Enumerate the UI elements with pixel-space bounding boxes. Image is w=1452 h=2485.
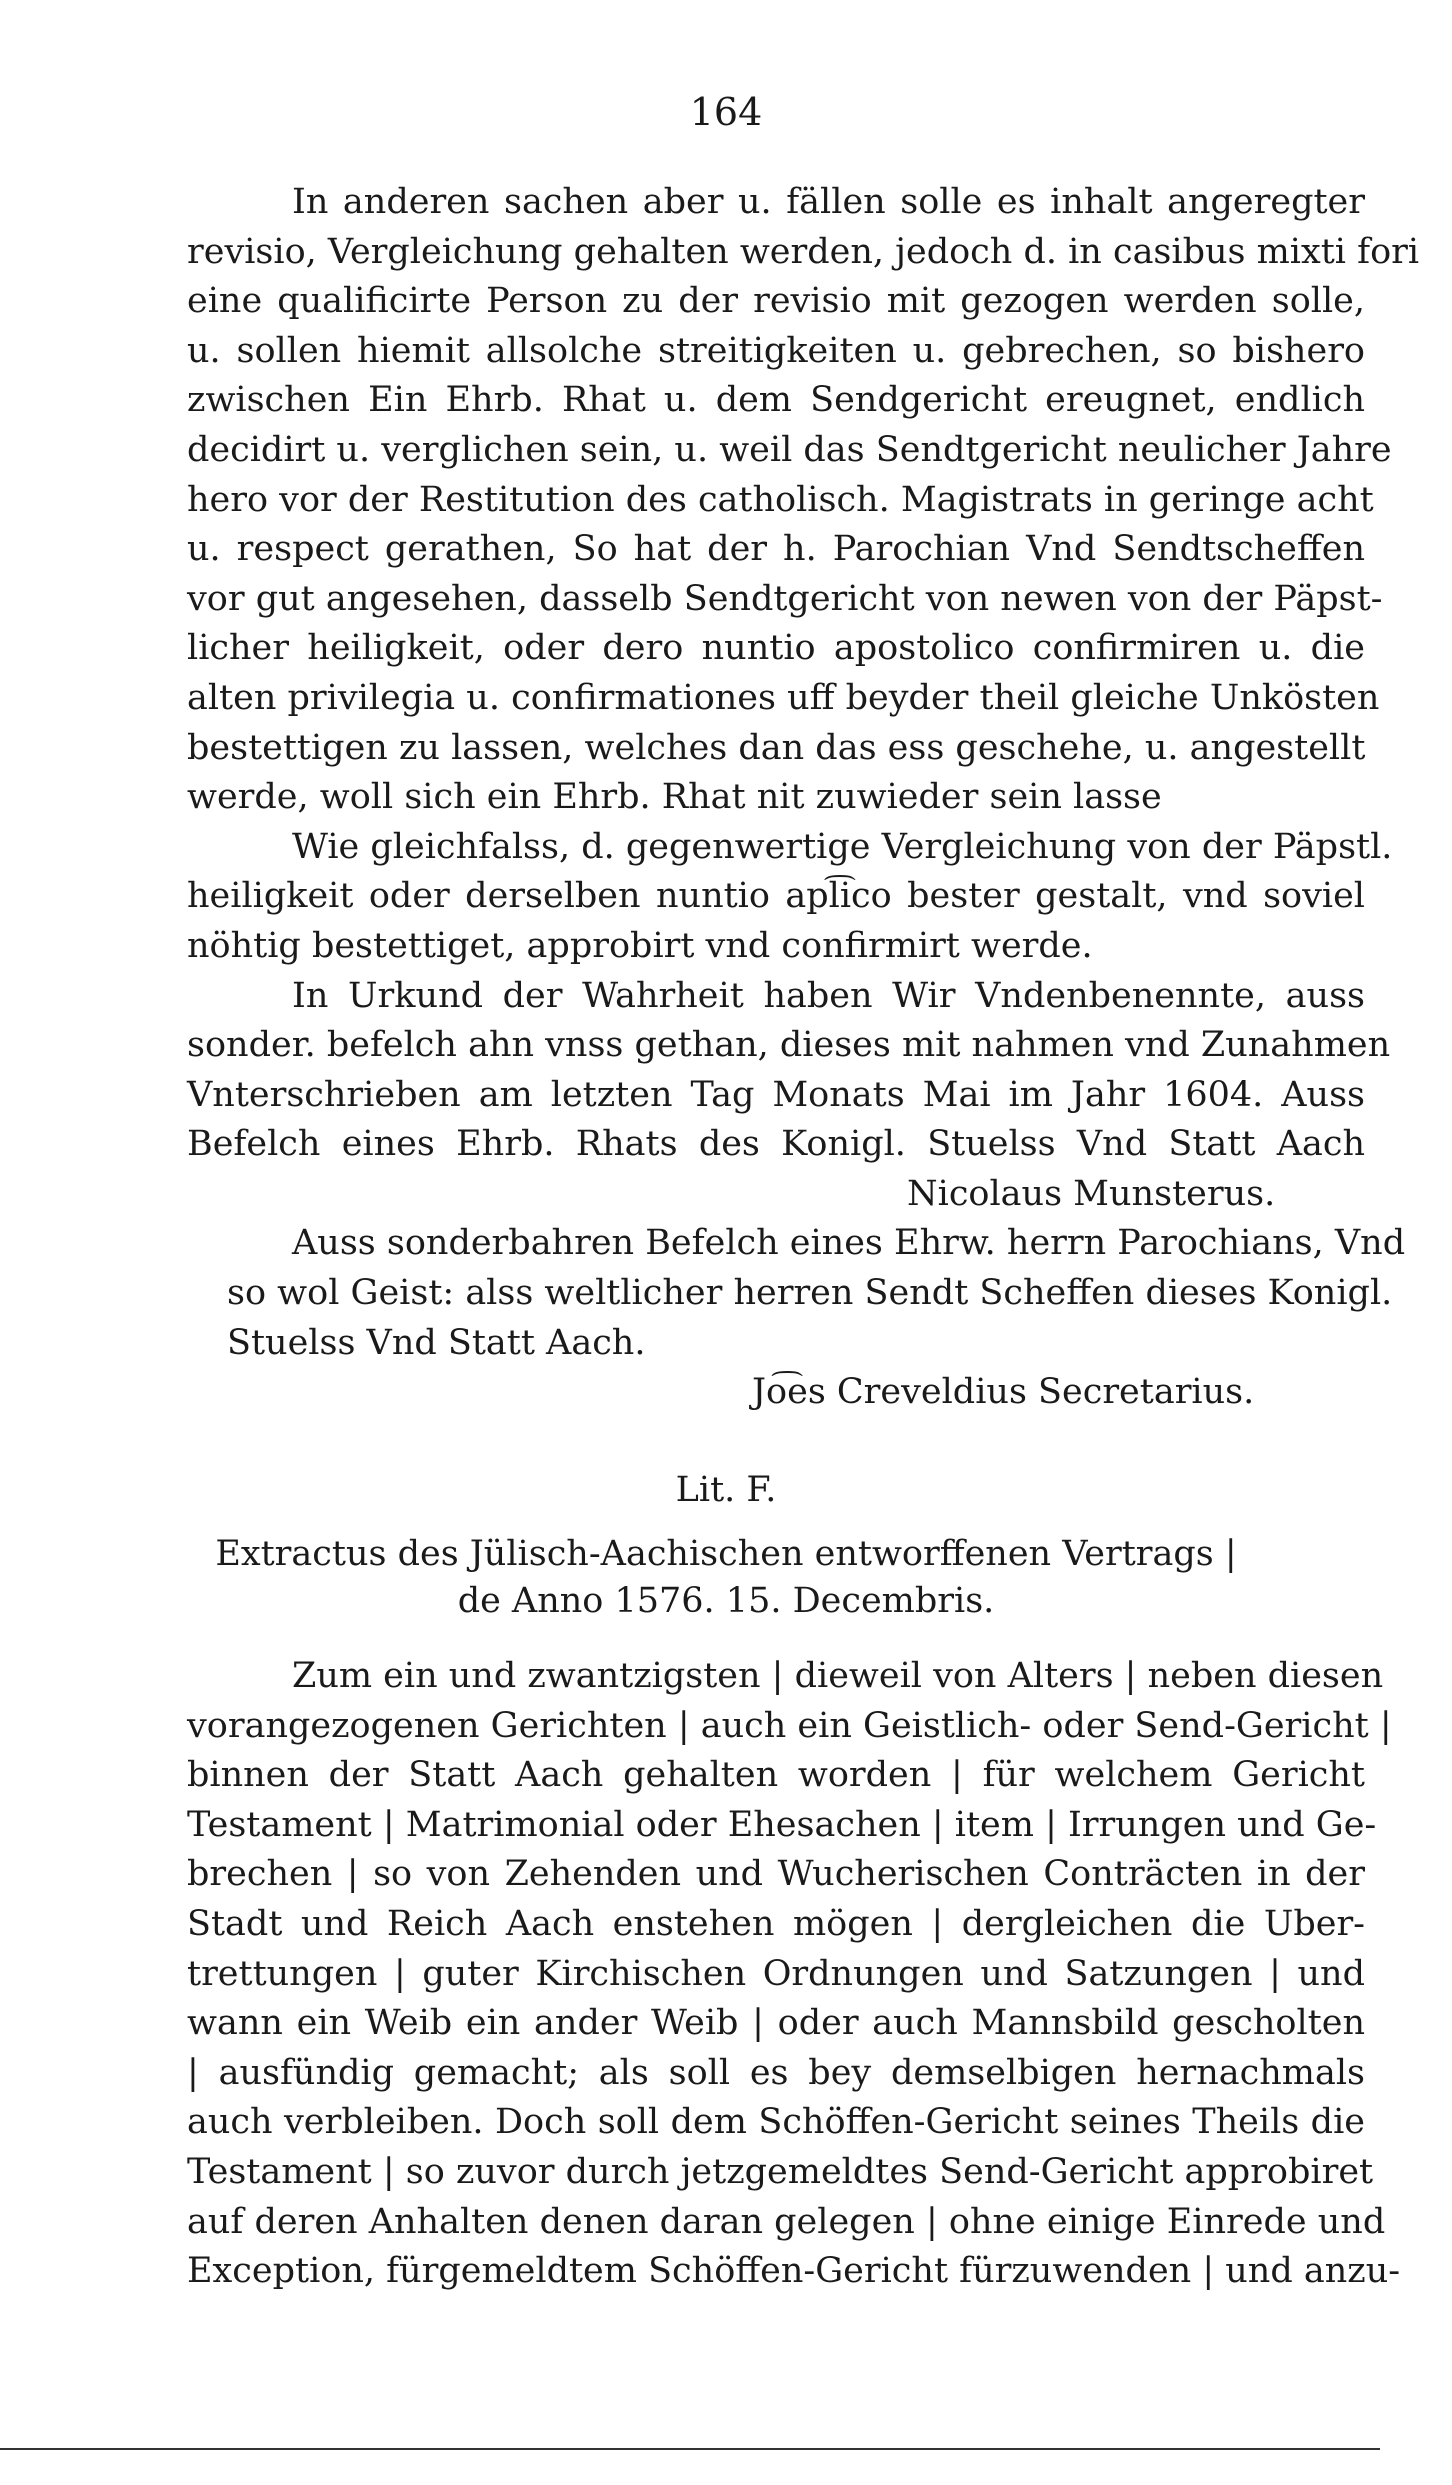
extract-section xyxy=(187,1652,1401,2297)
text-line: eine qualificirte Person zu der revisio mit gezogen werden solle, xyxy=(187,281,1365,322)
text-line: Stuelss Vnd Statt Aach. xyxy=(227,1322,646,1363)
text-line: Exception, fürgemeldtem Schöffen-Gericht fürzuwenden | und anzu- xyxy=(187,2251,1401,2292)
text-line: sonder. befelch ahn vnss gethan, dieses mit nahmen vnd Zunahmen xyxy=(187,1025,1391,1066)
text-line: heiligkeit oder derselben nuntio apl͡ico bester gestalt, vnd soviel xyxy=(187,876,1365,917)
text-line: Vnterschrieben am letzten Tag Monats Mai im Jahr 1604. Auss xyxy=(187,1074,1365,1115)
text-line: revisio, Vergleichung gehalten werden, jedoch d. in casibus mixti fori xyxy=(187,231,1420,272)
bottom-rule xyxy=(0,2448,1380,2450)
text-line: Wie gleichfalss, d. gegenwertige Vergleichung von der Päpstl. xyxy=(292,826,1393,867)
text-line: Testament | so zuvor durch jetzgemeldtes Send-Gericht approbiret xyxy=(187,2151,1374,2192)
signature-creveldius: Jo͡es Creveldius Secretarius. xyxy=(752,1372,1255,1413)
text-line: Stadt und Reich Aach enstehen mögen | dergleichen die Uber- xyxy=(187,1903,1365,1944)
text-line: bestettigen zu lassen, welches dan das ess geschehe, u. angestellt xyxy=(187,727,1366,768)
text-line: binnen der Statt Aach gehalten worden | für welchem Gericht xyxy=(187,1755,1365,1796)
page-number: 164 xyxy=(689,90,763,134)
lit-title-line-2: de Anno 1576. 15. Decembris. xyxy=(457,1581,995,1621)
text-line: u. sollen hiemit allsolche streitigkeiten u. gebrechen, so bishero xyxy=(187,330,1365,371)
text-line: Befelch eines Ehrb. Rhats des Konigl. Stuelss Vnd Statt Aach xyxy=(187,1124,1365,1165)
text-line: trettungen | guter Kirchischen Ordnungen und Satzungen | und xyxy=(187,1953,1365,1994)
text-line: Zum ein und zwantzigsten | dieweil von Alters | neben diesen xyxy=(292,1656,1384,1696)
continuation-section xyxy=(187,178,1420,1418)
text-line: Auss sonderbahren Befelch eines Ehrw. herrn Parochians, Vnd xyxy=(292,1223,1406,1264)
text-line: brechen | so von Zehenden und Wucherischen Conträcten in der xyxy=(187,1854,1365,1895)
text-line: u. respect gerathen, So hat der h. Parochian Vnd Sendtscheffen xyxy=(187,529,1365,570)
lit-heading: Lit. F. xyxy=(675,1470,777,1510)
text-line: decidirt u. verglichen sein, u. weil das Sendtgericht neulicher Jahre xyxy=(187,429,1392,470)
text-line: hero vor der Restitution des catholisch. Magistrats in geringe acht xyxy=(187,479,1374,520)
text-line: werde, woll sich ein Ehrb. Rhat nit zuwieder sein lasse xyxy=(187,777,1162,818)
text-line: In anderen sachen aber u. fällen solle es inhalt angeregter xyxy=(292,182,1365,222)
signature-munsterus: Nicolaus Munsterus. xyxy=(907,1173,1276,1214)
text-line: auch verbleiben. Doch soll dem Schöffen-Gericht seines Theils die xyxy=(187,2102,1365,2143)
text-line: alten privilegia u. confirmationes uff beyder theil gleiche Unkösten xyxy=(187,677,1380,718)
text-line: so wol Geist: alss weltlicher herren Sendt Scheffen dieses Konigl. xyxy=(227,1273,1393,1314)
text-line: licher heiligkeit, oder dero nuntio apostolico confirmiren u. die xyxy=(187,628,1365,669)
text-line: vor gut angesehen, dasselb Sendtgericht von newen von der Päpst- xyxy=(187,578,1383,619)
lit-title-line-1: Extractus des Jülisch-Aachischen entworffenen Vertrags | xyxy=(215,1534,1237,1574)
text-line: zwischen Ein Ehrb. Rhat u. dem Sendgericht ereugnet, endlich xyxy=(187,380,1365,421)
text-line: auf deren Anhalten denen daran gelegen | ohne einige Einrede und xyxy=(187,2201,1386,2242)
text-line: vorangezogenen Gerichten | auch ein Geistlich- oder Send-Gericht | xyxy=(187,1705,1392,1746)
text-line: In Urkund der Wahrheit haben Wir Vndenbenennte, auss xyxy=(292,975,1365,1016)
text-line: Testament | Matrimonial oder Ehesachen | item | Irrungen und Ge- xyxy=(187,1804,1377,1845)
text-line: | ausfündig gemacht; als soll es bey demselbigen hernachmals xyxy=(187,2052,1365,2093)
text-line: wann ein Weib ein ander Weib | oder auch Mannsbild gescholten xyxy=(187,2003,1365,2044)
text-line: nöhtig bestettiget, approbirt vnd confirmirt werde. xyxy=(187,925,1093,966)
